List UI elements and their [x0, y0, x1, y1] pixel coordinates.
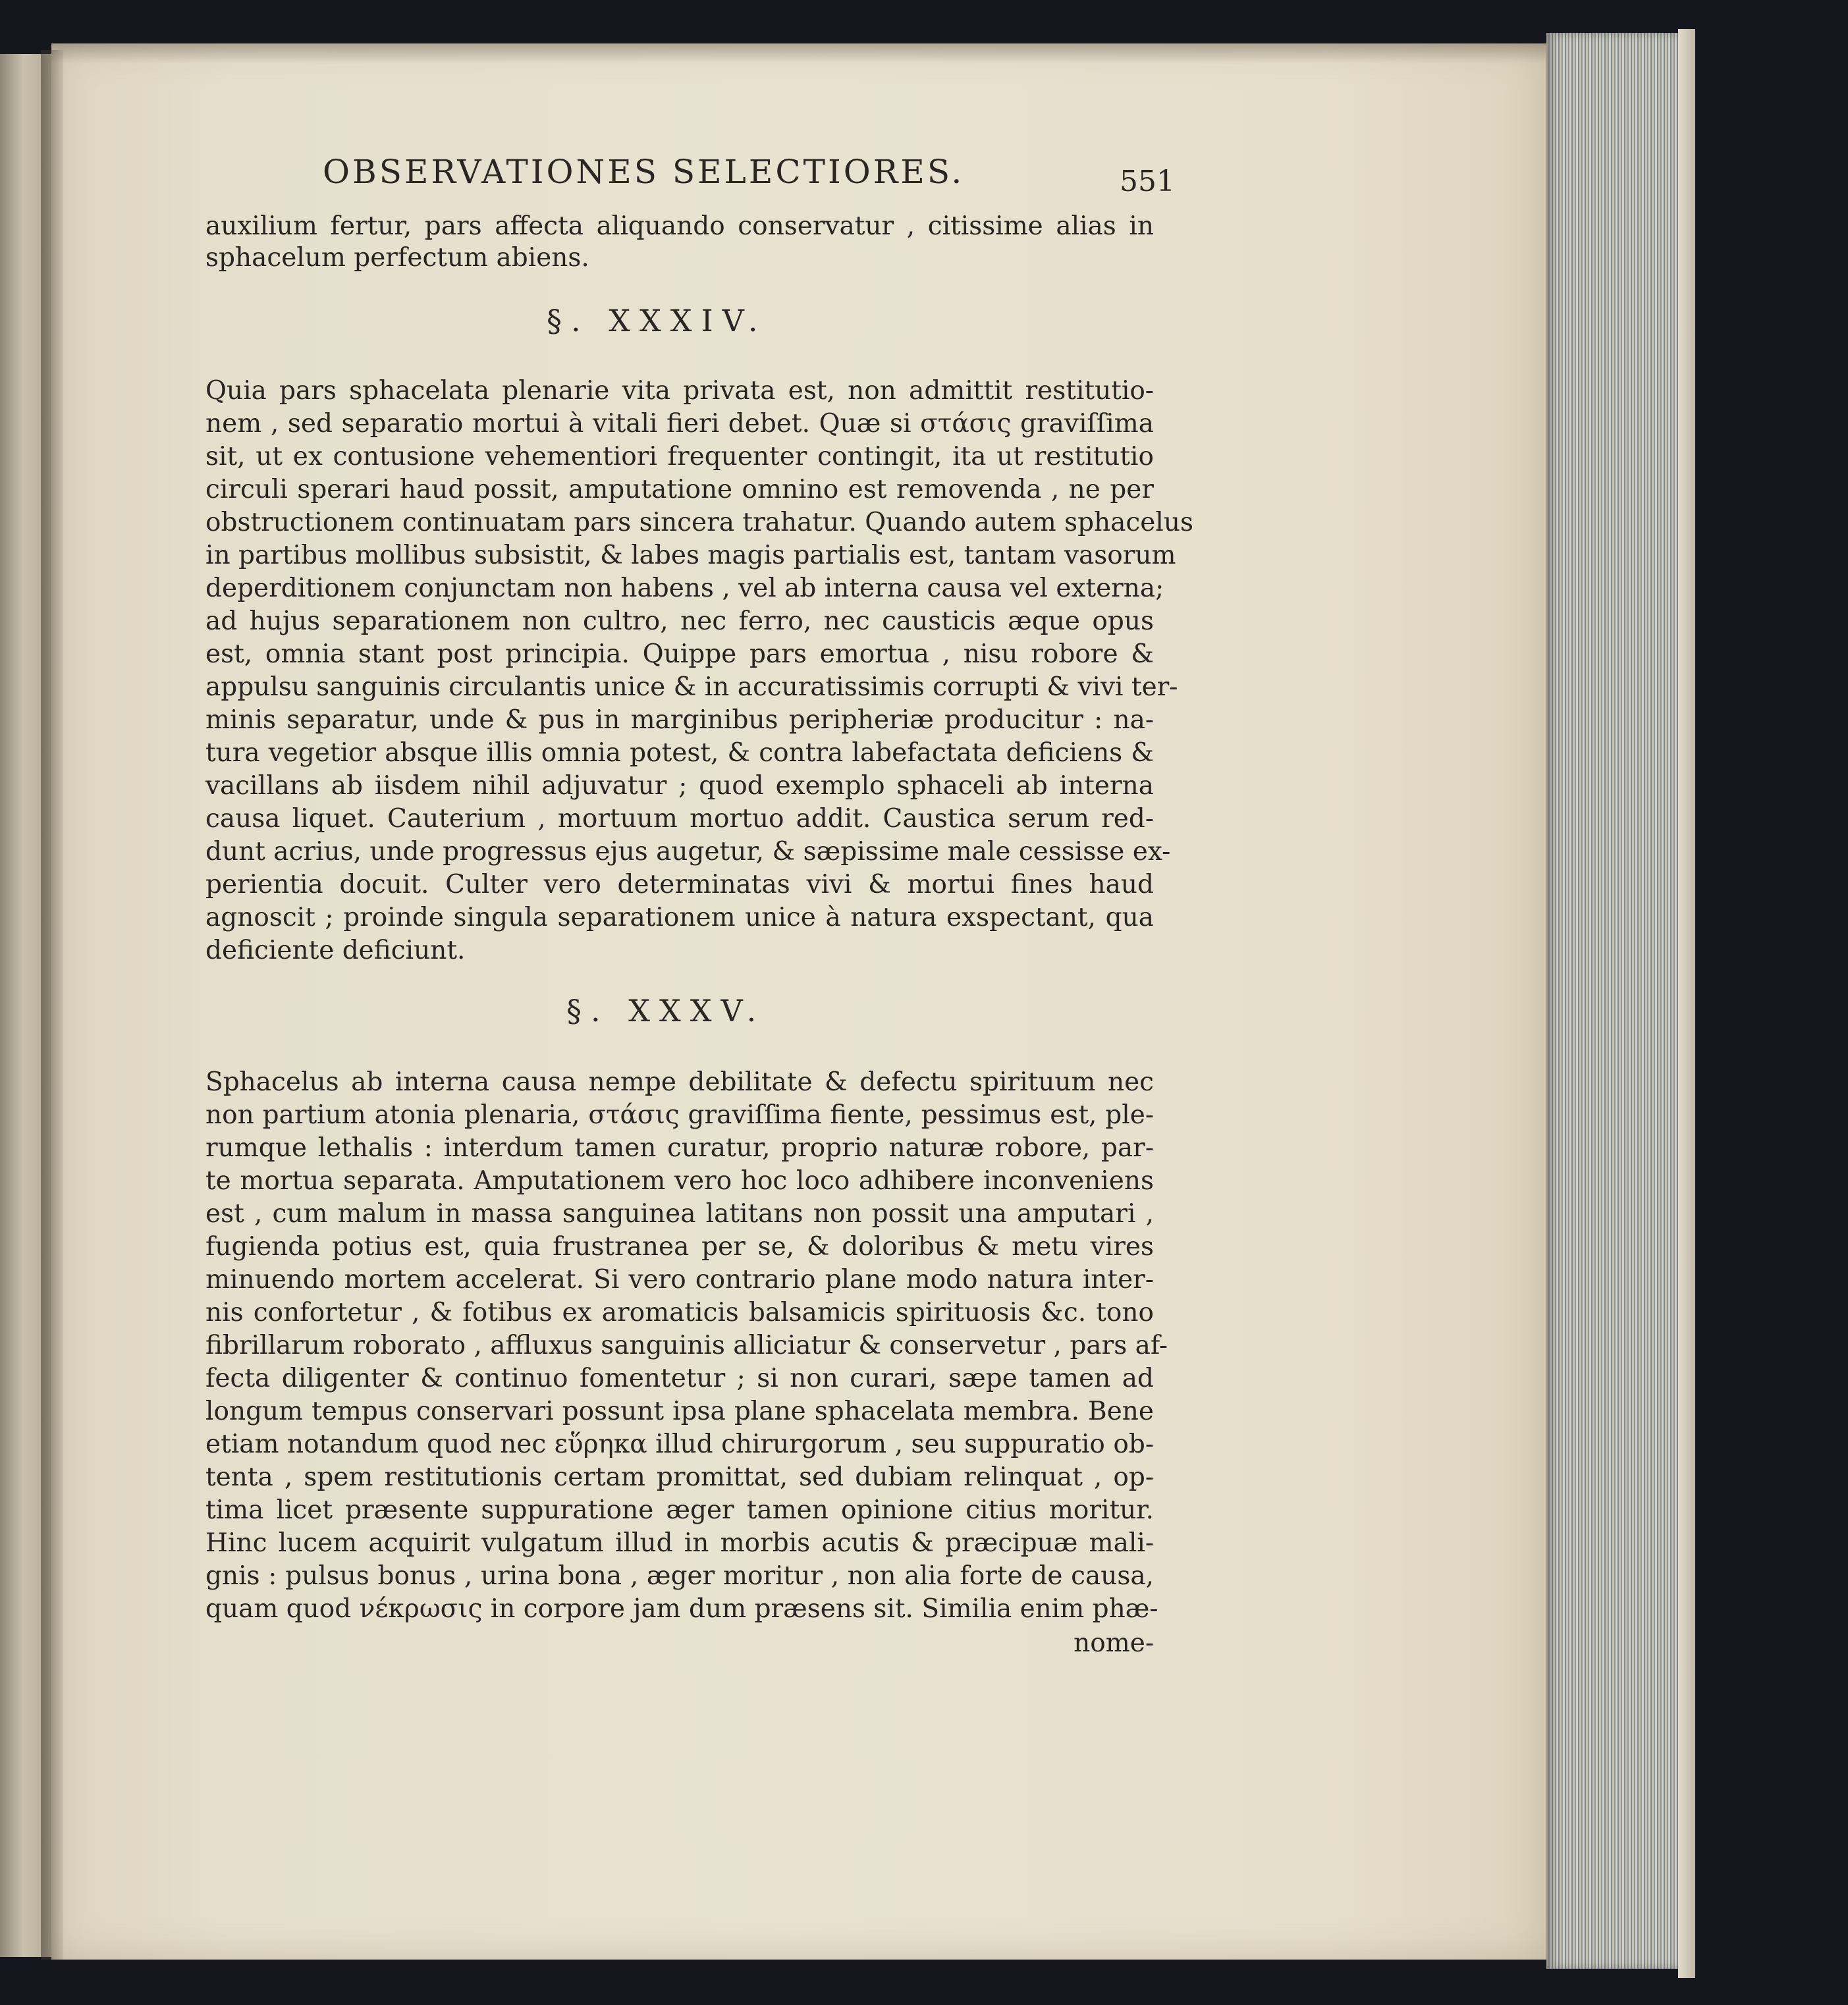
text-line: tura vegetior absque illis omnia potest, & contra labefactata deficiens &: [205, 738, 1154, 768]
text-line: nem , sed separatio mortui à vitali fieri debet. Quæ si στάσις graviſſima: [205, 409, 1154, 439]
text-line: perientia docuit. Culter vero determinatas vivi & mortui fines haud: [205, 870, 1154, 899]
text-line: nis confortetur , & fotibus ex aromaticis balsamicis spirituosis &c. tono: [205, 1298, 1154, 1327]
text-line: dunt acrius, unde progressus ejus augetur, & sæpissime male cessisse ex-: [205, 837, 1171, 867]
book-cover-board: [1678, 29, 1695, 1978]
page-edges-stack: [1546, 33, 1678, 1969]
text-line: fugienda potius est, quia frustranea per se, & doloribus & metu vires: [205, 1232, 1154, 1262]
text-line: circuli sperari haud possit, amputatione omnino est removenda , ne per: [205, 475, 1154, 504]
text-line: tenta , spem restitutionis certam promittat, sed dubiam relinquat , op-: [205, 1462, 1154, 1492]
text-line: agnoscit ; proinde singula separationem unice à natura exspectant, qua: [205, 903, 1154, 932]
section-heading: §. XXXV.: [566, 993, 766, 1029]
text-line: deperditionem conjunctam non habens , vel ab interna causa vel externa;: [205, 574, 1164, 603]
text-line: non partium atonia plenaria, στάσις graviſſima fiente, pessimus est, ple-: [205, 1100, 1154, 1130]
text-line: sphacelum perfectum abiens.: [205, 243, 589, 273]
book-page: [51, 43, 1546, 1960]
text-line: vacillans ab iisdem nihil adjuvatur ; quod exemplo sphaceli ab interna: [205, 771, 1154, 801]
text-line: est, omnia stant post principia. Quippe pars emortua , nisu robore &: [205, 639, 1154, 669]
text-line: in partibus mollibus subsistit, & labes magis partialis est, tantam vasorum: [205, 541, 1176, 570]
text-line: fibrillarum roborato , affluxus sanguinis alliciatur & conservetur , pars af-: [205, 1331, 1168, 1360]
text-line: longum tempus conservari possunt ipsa plane sphacelata membra. Bene: [205, 1397, 1154, 1426]
text-line: Sphacelus ab interna causa nempe debilitate & defectu spirituum nec: [205, 1067, 1154, 1097]
text-line: deficiente deficiunt.: [205, 936, 466, 965]
text-line: sit, ut ex contusione vehementiori frequenter contingit, ita ut restitutio: [205, 442, 1154, 471]
text-line: Quia pars sphacelata plenarie vita privata est, non admittit restitutio-: [205, 376, 1154, 406]
text-line: rumque lethalis : interdum tamen curatur, proprio naturæ robore, par-: [205, 1133, 1154, 1163]
catchword: nome-: [1073, 1628, 1154, 1658]
text-line: est , cum malum in massa sanguinea latitans non possit una amputari ,: [205, 1199, 1154, 1229]
book-gutter: [41, 50, 63, 1960]
text-line: appulsu sanguinis circulantis unice & in accuratissimis corrupti & vivi ter-: [205, 672, 1178, 702]
text-line: Hinc lucem acquirit vulgatum illud in morbis acutis & præcipuæ mali-: [205, 1528, 1154, 1558]
text-line: auxilium fertur, pars affecta aliquando conservatur , citissime alias in: [205, 211, 1154, 241]
text-line: gnis : pulsus bonus , urina bona , æger moritur , non alia forte de causa,: [205, 1561, 1154, 1591]
text-line: obstructionem continuatam pars sincera trahatur. Quando autem sphacelus: [205, 508, 1193, 537]
text-line: causa liquet. Cauterium , mortuum mortuo addit. Caustica serum red-: [205, 804, 1154, 834]
section-heading: §. XXXIV.: [547, 303, 767, 338]
text-line: fecta diligenter & continuo fomentetur ; si non curari, sæpe tamen ad: [205, 1364, 1154, 1393]
page-top-shadow: [51, 43, 1546, 63]
running-title: OBSERVATIONES SELECTIORES.: [323, 153, 965, 191]
text-line: te mortua separata. Amputationem vero hoc loco adhibere inconveniens: [205, 1166, 1154, 1196]
text-line: minis separatur, unde & pus in marginibus peripheriæ producitur : na-: [205, 705, 1154, 735]
page-number: 551: [1120, 165, 1175, 198]
text-line: ad hujus separationem non cultro, nec ferro, nec causticis æque opus: [205, 606, 1154, 636]
text-line: quam quod νέκρωσις in corpore jam dum præsens sit. Similia enim phæ-: [205, 1594, 1158, 1624]
text-line: minuendo mortem accelerat. Si vero contrario plane modo natura inter-: [205, 1265, 1154, 1295]
text-line: tima licet præsente suppuratione æger tamen opinione citius moritur.: [205, 1495, 1154, 1525]
text-line: etiam notandum quod nec εὕρηκα illud chirurgorum , seu suppuratio ob-: [205, 1430, 1154, 1459]
